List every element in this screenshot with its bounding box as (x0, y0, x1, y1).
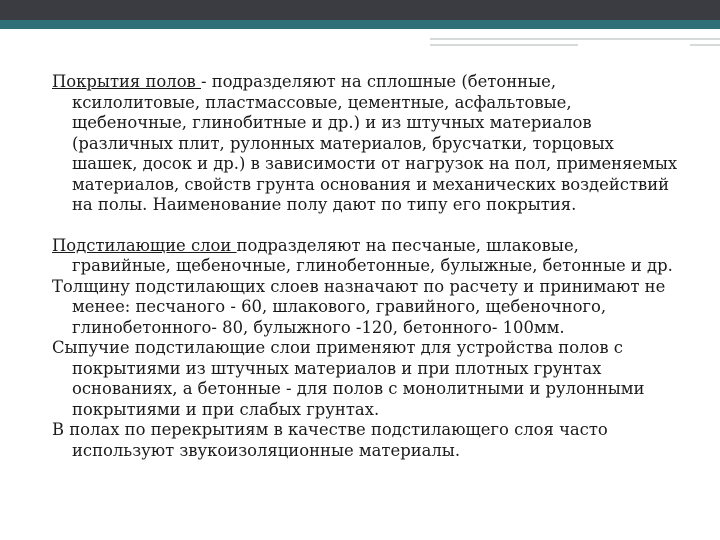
paragraph-sound-insulation: В полах по перекрытиям в качестве подстилающего слоя часто используют звукоизоляционные материалы. (52, 420, 608, 460)
paragraph-loose-layers: Сыпучие подстилающие слои применяют для устройства полов с покрытиями из штучных материалов и при плотных грунтах основаниях, а бетонные - для полов с монолитными и рулонными покрытиями и при слабых грунтах. (52, 338, 645, 419)
decorative-rule (430, 44, 578, 46)
paragraph-text: подразделяют на песчаные, шлаковые, гравийные, щебеночные, глинобетонные, булыжные, бетонные и др. (72, 235, 673, 275)
paragraph-floor-coverings (52, 72, 682, 216)
paragraph-text: - подразделяют на сплошные (бетонные, ксилолитовые, пластмассовые, цементные, асфальтовые, щебеночные, глинобитные и др.) и из штучных материалов (различных плит, рулонных материалов, брусчатки, торцовых шашек, досок и др.) в зависимости от нагрузок на пол, применяемых материалов, свойств грунта основания и механических воздействий на полы. Наименование полу дают по типу его покрытия. (72, 72, 678, 214)
paragraph-underlayers (52, 236, 682, 277)
paragraph-thickness: Толщину подстилающих слоев назначают по расчету и принимают не менее: песчаного - 60, шлакового, гравийного, щебеночного, глинобетонного- 80, булыжного -120, бетонного- 100мм. (52, 276, 666, 337)
slide-accent-bar (0, 20, 720, 29)
slide-body (52, 72, 682, 461)
decorative-rule (430, 38, 720, 40)
slide-top-bar (0, 0, 720, 20)
term-underlayers: Подстилающие слои (52, 235, 237, 255)
term-floor-coverings: Покрытия полов (52, 72, 201, 91)
decorative-rule (690, 44, 720, 46)
